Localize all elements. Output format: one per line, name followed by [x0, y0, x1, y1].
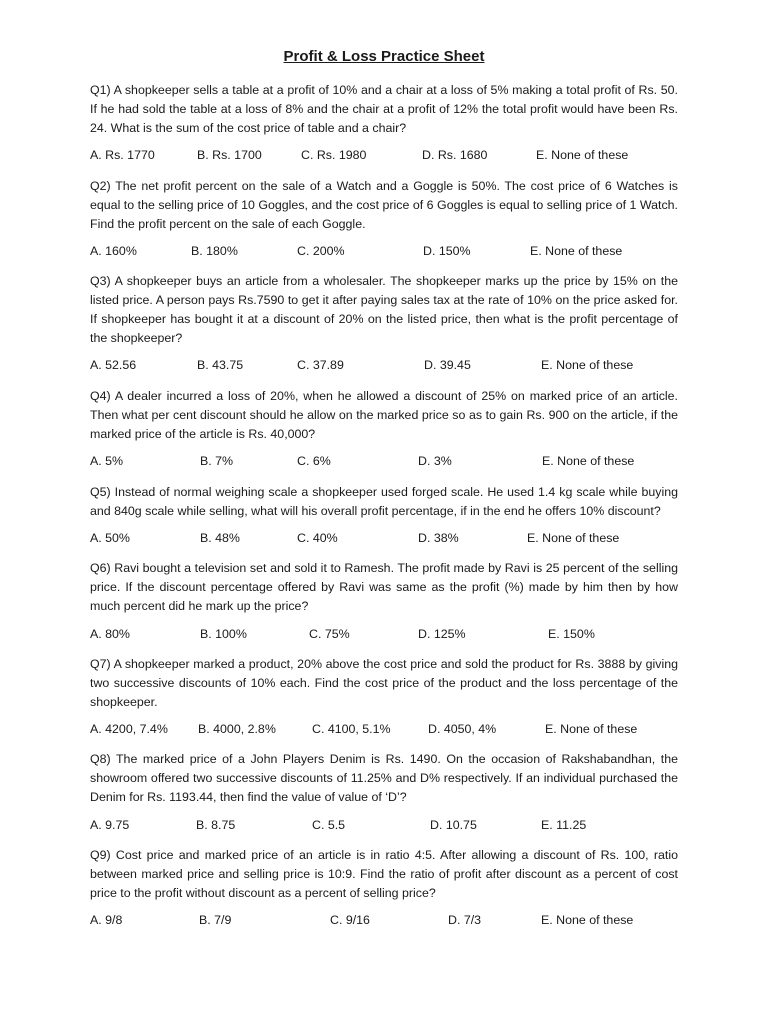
question-3-options: [0, 358, 768, 377]
option-d: D. 10.75: [430, 818, 477, 832]
question-6-options: [0, 627, 768, 646]
option-b: B. Rs. 1700: [197, 148, 262, 162]
option-e: E. None of these: [530, 244, 623, 258]
option-a: A. 52.56: [90, 358, 137, 372]
option-b: B. 43.75: [197, 358, 244, 372]
option-e: E. None of these: [545, 722, 638, 736]
page-title: Profit & Loss Practice Sheet: [283, 48, 485, 65]
option-c: C. 4100, 5.1%: [312, 722, 391, 736]
option-e: E. 150%: [548, 627, 595, 641]
option-c: C. 40%: [297, 531, 338, 545]
option-e: E. None of these: [527, 531, 620, 545]
option-c: C. 37.89: [297, 358, 344, 372]
question-2-options: [0, 244, 768, 263]
option-d: D. Rs. 1680: [422, 148, 488, 162]
question-4-text: Q4) A dealer incurred a loss of 20%, when he allowed a discount of 25% on marked price of an article. Then what per cent discount should he allow on the marked price so as to gain Rs. 900 on the article, if the marked price of the article is Rs. 40,000?: [90, 389, 678, 441]
question-6-text: Q6) Ravi bought a television set and sold it to Ramesh. The profit made by Ravi is 25 percent of the selling price. If the discount percentage offered by Ravi was same as the profit (%) made by him then by how much percent did he mark up the price?: [90, 561, 678, 613]
option-e: E. None of these: [541, 358, 634, 372]
option-b: B. 4000, 2.8%: [198, 722, 276, 736]
option-b: B. 180%: [191, 244, 238, 258]
option-c: C. Rs. 1980: [301, 148, 367, 162]
option-a: A. 9.75: [90, 818, 130, 832]
option-c: C. 9/16: [330, 913, 370, 927]
option-a: A. 5%: [90, 454, 124, 468]
option-a: A. 80%: [90, 627, 130, 641]
option-b: B. 100%: [200, 627, 247, 641]
question-9-options: [0, 913, 768, 932]
question-5-text: Q5) Instead of normal weighing scale a shopkeeper used forged scale. He used 1.4 kg scale while buying and 840g scale while selling, what will his overall profit percentage, if in the end he offers 10% discount?: [90, 485, 678, 518]
option-e: E. None of these: [541, 913, 634, 927]
option-a: A. 4200, 7.4%: [90, 722, 168, 736]
option-c: C. 75%: [309, 627, 350, 641]
question-2-text: Q2) The net profit percent on the sale of a Watch and a Goggle is 50%. The cost price of 6 Watches is equal to the selling price of 10 Goggles, and the cost price of 6 Goggles is equal to selling price of 1 Watch. Find the profit percent on the sale of each Goggle.: [90, 179, 678, 231]
question-5-options: [0, 531, 768, 550]
option-d: D. 38%: [418, 531, 459, 545]
question-7-options: [0, 722, 768, 741]
option-b: B. 8.75: [196, 818, 236, 832]
option-a: A. 50%: [90, 531, 130, 545]
question-8-options: [0, 818, 768, 837]
option-e: E. None of these: [536, 148, 629, 162]
option-d: D. 3%: [418, 454, 452, 468]
option-c: C. 5.5: [312, 818, 346, 832]
question-7-text: Q7) A shopkeeper marked a product, 20% above the cost price and sold the product for Rs. 3888 by giving two successive discounts of 10% each. Find the cost price of the product and the loss percentage of the shopkeeper.: [90, 657, 678, 709]
option-c: C. 6%: [297, 454, 331, 468]
option-c: C. 200%: [297, 244, 345, 258]
question-4-options: [0, 454, 768, 473]
option-e: E. 11.25: [541, 818, 587, 832]
option-a: A. 160%: [90, 244, 137, 258]
question-3-text: Q3) A shopkeeper buys an article from a wholesaler. The shopkeeper marks up the price by 15% on the listed price. A person pays Rs.7590 to get it after paying sales tax at the rate of 10% on the price asked for. If shopkeeper has bought it at a discount of 20% on the listed price, then what is the profit percentage of the shopkeeper?: [90, 274, 678, 345]
option-b: B. 7/9: [199, 913, 232, 927]
option-e: E. None of these: [542, 454, 635, 468]
option-d: D. 39.45: [424, 358, 471, 372]
option-a: A. Rs. 1770: [90, 148, 155, 162]
question-1-options: [0, 148, 768, 167]
option-a: A. 9/8: [90, 913, 123, 927]
option-d: D. 150%: [423, 244, 471, 258]
option-d: D. 7/3: [448, 913, 482, 927]
question-8-text: Q8) The marked price of a John Players Denim is Rs. 1490. On the occasion of Rakshabandhan, the showroom offered two successive discounts of 11.25% and D% respectively. If an individual purchased the Denim for Rs. 1193.44, then find the value of value of ‘D’?: [90, 752, 678, 804]
option-b: B. 48%: [200, 531, 240, 545]
question-9-text: Q9) Cost price and marked price of an article is in ratio 4:5. After allowing a discount of Rs. 100, ratio between marked price and selling price is 10:9. Find the ratio of profit after discount as a percent of cost price to the profit without discount as a percent of selling price?: [90, 848, 678, 900]
option-b: B. 7%: [200, 454, 234, 468]
option-d: D. 4050, 4%: [428, 722, 497, 736]
option-d: D. 125%: [418, 627, 466, 641]
question-1-text: Q1) A shopkeeper sells a table at a profit of 10% and a chair at a loss of 5% making a total profit of Rs. 50. If he had sold the table at a loss of 8% and the chair at a profit of 12% the total profit would have been Rs. 24. What is the sum of the cost price of table and a chair?: [90, 83, 678, 135]
